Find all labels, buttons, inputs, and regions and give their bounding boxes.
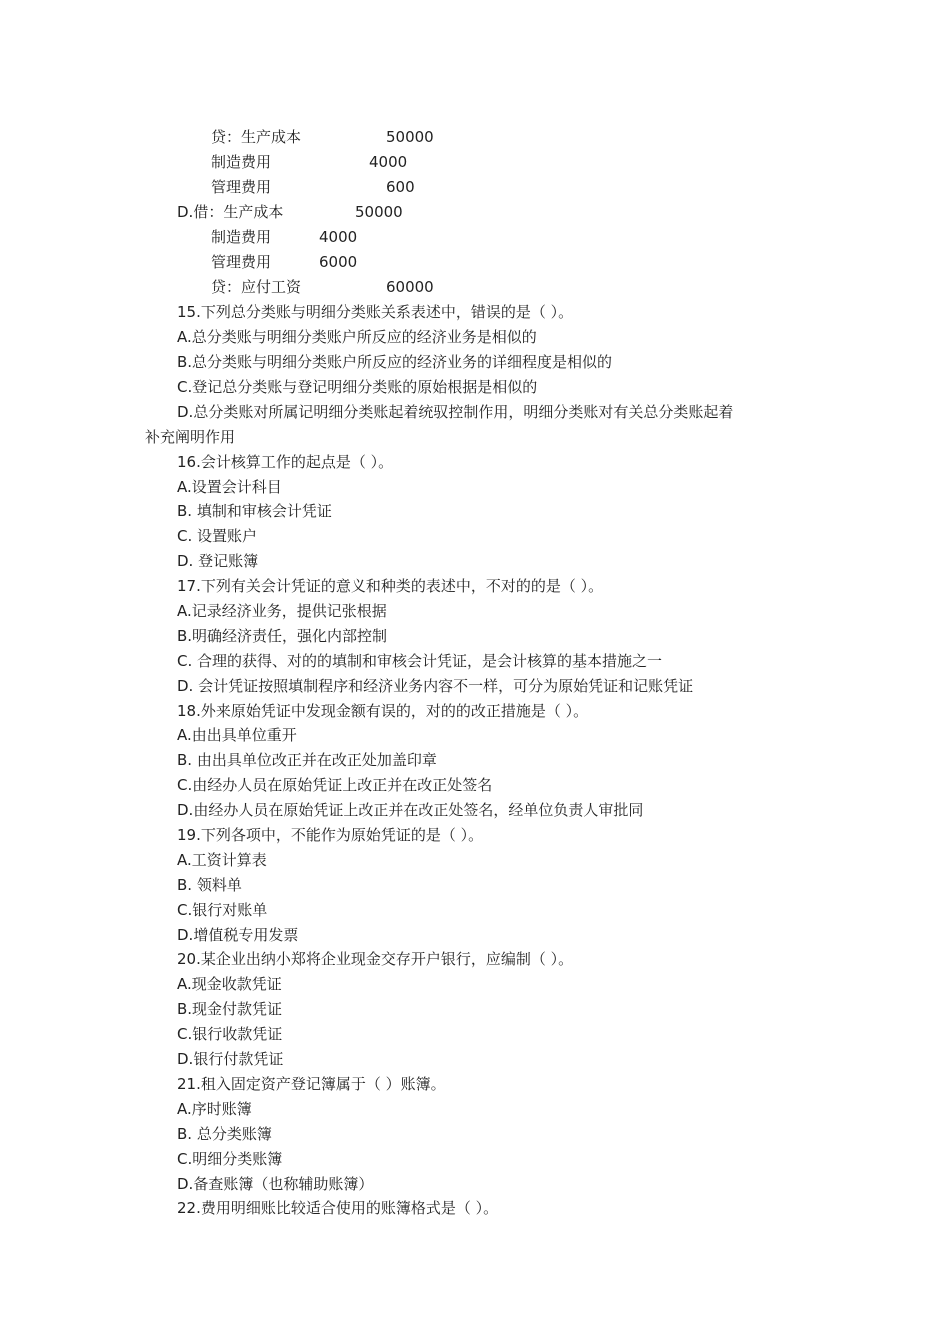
question-option: B. 由出具单位改正并在改正处加盖印章 [177,751,437,769]
question-stem: 15.下列总分类账与明细分类账关系表述中，错误的是（ ）。 [177,303,574,321]
journal-account: 贷：应付工资 [211,278,302,296]
question-option: B. 总分类账簿 [177,1125,272,1143]
journal-account: 制造费用 [211,228,272,246]
journal-account: 贷：生产成本 [211,128,302,146]
question-stem: 17.下列有关会计凭证的意义和种类的表述中，不对的的是（ ）。 [177,577,604,595]
question-stem: 22.费用明细账比较适合使用的账簿格式是（ ）。 [177,1199,499,1217]
journal-amount: 50000 [355,203,403,221]
question-option: D.银行付款凭证 [177,1050,284,1068]
question-option: D.由经办人员在原始凭证上改正并在改正处签名，经单位负责人审批同 [177,801,644,819]
journal-amount: 4000 [319,228,358,246]
question-option: C.银行收款凭证 [177,1025,283,1043]
journal-amount: 600 [386,178,415,196]
question-option: C.银行对账单 [177,901,268,919]
question-stem: 21.租入固定资产登记簿属于（ ）账簿。 [177,1075,446,1093]
question-option: A.记录经济业务，提供记张根据 [177,602,387,620]
journal-amount: 50000 [386,128,434,146]
question-option: D.备查账簿（也称辅助账簿） [177,1175,374,1193]
journal-amount: 6000 [319,253,358,271]
journal-account: 管理费用 [211,253,272,271]
journal-account: D.借：生产成本 [177,203,284,221]
journal-amount: 4000 [369,153,408,171]
question-option: A.由出具单位重开 [177,726,297,744]
question-option: C.登记总分类账与登记明细分类账的原始根据是相似的 [177,378,538,396]
option-continuation: 补充阐明作用 [145,428,236,446]
question-option: B. 填制和审核会计凭证 [177,502,332,520]
question-option: D.增值税专用发票 [177,926,299,944]
journal-account: 管理费用 [211,178,272,196]
question-option: C. 合理的获得、对的的填制和审核会计凭证，是会计核算的基本措施之一 [177,652,663,670]
question-stem: 18.外来原始凭证中发现金额有误的，对的的改正措施是（ ）。 [177,702,589,720]
question-option: C.明细分类账簿 [177,1150,283,1168]
question-option: B. 领料单 [177,876,242,894]
question-option: A.工资计算表 [177,851,267,869]
question-option: A.总分类账与明细分类账户所反应的经济业务是相似的 [177,328,537,346]
question-stem: 20.某企业出纳小郑将企业现金交存开户银行，应编制（ ）。 [177,950,574,968]
question-option: B.现金付款凭证 [177,1000,283,1018]
journal-amount: 60000 [386,278,434,296]
question-option: C.由经办人员在原始凭证上改正并在改正处签名 [177,776,493,794]
question-option: B.总分类账与明细分类账户所反应的经济业务的详细程度是相似的 [177,353,613,371]
question-option: A.现金收款凭证 [177,975,282,993]
question-option: D.总分类账对所属记明细分类账起着统驭控制作用，明细分类账对有关总分类账起着 [177,403,734,421]
question-option: A.设置会计科目 [177,478,282,496]
question-stem: 16.会计核算工作的起点是（ ）。 [177,453,394,471]
question-option: B.明确经济责任，强化内部控制 [177,627,388,645]
journal-account: 制造费用 [211,153,272,171]
question-option: D. 登记账簿 [177,552,259,570]
question-option: A.序时账簿 [177,1100,252,1118]
question-stem: 19.下列各项中，不能作为原始凭证的是（ ）。 [177,826,484,844]
question-option: D. 会计凭证按照填制程序和经济业务内容不一样，可分为原始凭证和记账凭证 [177,677,694,695]
question-option: C. 设置账户 [177,527,258,545]
